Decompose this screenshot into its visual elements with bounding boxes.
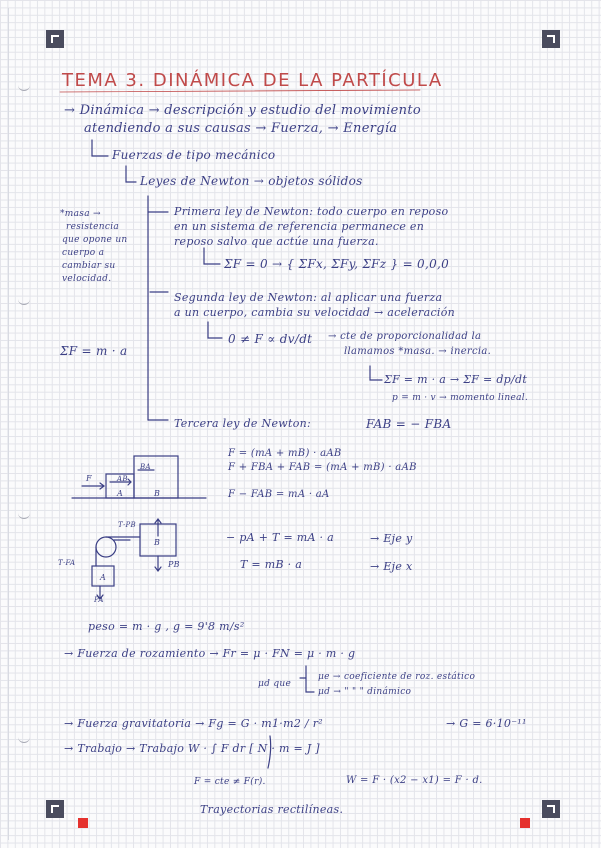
rozamiento-mu-d: μd → " " " dinámico <box>318 687 412 697</box>
primera-ley-3: reposo salvo que actúe una fuerza. <box>174 235 379 248</box>
diagram2-block-a: A <box>100 573 107 582</box>
diagram2-tension-pb: T·PB <box>118 521 136 529</box>
diagram2-tension-fa: T·FA <box>58 559 76 567</box>
masa-note-4: cuerpo a <box>62 248 105 258</box>
momento-lineal: p = m · v → momento lineal. <box>392 393 529 403</box>
page-title: TEMA 3. DINÁMICA DE LA PARTÍCULA <box>62 70 443 91</box>
masa-note-5: cambiar su <box>62 261 116 271</box>
primera-ley-1: Primera ley de Newton: todo cuerpo en reposo <box>174 205 449 218</box>
gravitatoria-g: → G = 6·10⁻¹¹ <box>446 717 527 730</box>
diagram2-block-b: B <box>154 538 161 547</box>
masa-note-6: velocidad. <box>62 274 112 284</box>
primera-ley-2: en un sistema de referencia permanece en <box>174 220 425 233</box>
leyes-newton: Leyes de Newton → objetos sólidos <box>140 174 363 188</box>
segunda-ley-formula: 0 ≠ F ∝ dv/dt <box>228 332 313 346</box>
side-formula: ΣF = m · a <box>60 344 128 358</box>
trabajo-fcte: F = cte ≠ F(r). <box>194 777 266 787</box>
rozamiento-mu-e: μe → coeficiente de roz. estático <box>318 672 476 682</box>
diagram1-ab-label: AB <box>117 475 128 483</box>
diagram2-eq2-axis: → Eje x <box>370 560 413 573</box>
masa-note-1: *masa → <box>60 209 101 219</box>
trabajo-line: → Trabajo → Trabajo W · ∫ F dr [ N · m = J ] <box>64 742 320 755</box>
diagram2-eq1: − pA + T = mA · a <box>226 531 334 544</box>
intro-line-1: → Dinámica → descripción y estudio del movimiento <box>64 103 421 118</box>
gravitatoria-line: → Fuerza gravitatoria → Fg = G · m1·m2 / r² <box>64 717 323 730</box>
masa-note-2: resistencia <box>66 222 120 232</box>
segunda-ley-2: a un cuerpo, cambia su velocidad → aceleración <box>174 306 456 319</box>
diagram1-block-a: A <box>117 489 124 498</box>
diagram2-eq2: T = mB · a <box>240 558 303 571</box>
diagram2-weight-b: PB <box>168 560 180 569</box>
segunda-ley-1: Segunda ley de Newton: al aplicar una fuerza <box>174 291 443 304</box>
peso-line: peso = m · g , g = 9'8 m/s² <box>88 620 245 633</box>
tercera-ley: Tercera ley de Newton: <box>174 417 312 430</box>
rozamiento-mu-label: μd que <box>258 679 292 689</box>
diagram1-force-label: F <box>86 474 92 483</box>
fuerzas-mecanico: Fuerzas de tipo mecánico <box>112 148 276 162</box>
segunda-ley-prop-1: → cte de proporcionalidad la <box>328 331 482 342</box>
segunda-ley-prop-2: llamamos *masa. → inercia. <box>344 346 492 357</box>
trabajo-w-formula: W = F · (x2 − x1) = F · d. <box>346 775 483 786</box>
rozamiento-line: → Fuerza de rozamiento → Fr = μ · FN = μ · m · g <box>64 647 356 660</box>
segunda-ley-formula-2: ΣF = m · a → ΣF = dp/dt <box>384 373 528 386</box>
diagram1-eq3: F − FAB = mA · aA <box>228 489 330 500</box>
tercera-ley-formula: FAB = − FBA <box>366 417 452 431</box>
diagram2-eq1-axis: → Eje y <box>370 532 413 545</box>
diagram1-ba-label: BA <box>140 463 151 471</box>
diagram2-weight-a: PA <box>94 596 104 604</box>
trabajo-trayectorias: Trayectorias rectilíneas. <box>200 803 344 816</box>
masa-note-3: que opone un <box>62 235 128 245</box>
intro-line-2: atendiendo a sus causas → Fuerza, → Energía <box>84 121 398 136</box>
diagram1-block-b: B <box>154 489 161 498</box>
diagram1-eq2: F + FBA + FAB = (mA + mB) · aAB <box>228 462 417 473</box>
primera-ley-formula: ΣF = 0 → { ΣFx, ΣFy, ΣFz } = 0,0,0 <box>224 257 450 271</box>
diagram1-eq1: F = (mA + mB) · aAB <box>228 448 342 459</box>
